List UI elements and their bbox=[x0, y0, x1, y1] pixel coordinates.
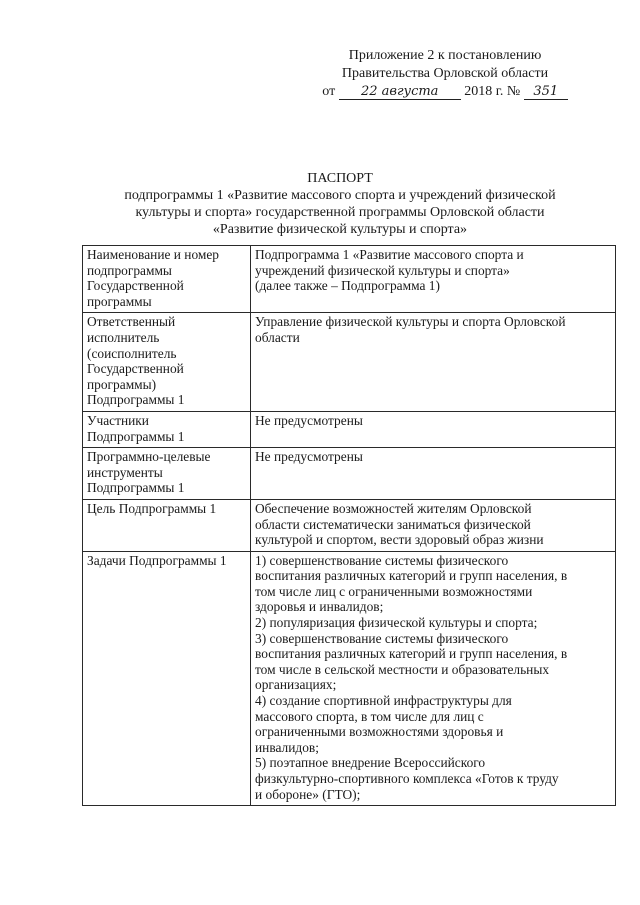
row-value-line: физкультурно-спортивного комплекса «Готов к труду bbox=[255, 771, 559, 786]
row-value-line: инвалидов; bbox=[255, 739, 319, 755]
row-label-line: (соисполнитель bbox=[87, 345, 177, 361]
table-row bbox=[83, 499, 616, 551]
row-value-line: том числе лиц с ограниченными возможностями bbox=[255, 583, 533, 599]
row-label-line: исполнитель bbox=[87, 329, 160, 345]
row-value-line: Не предусмотрены bbox=[255, 412, 363, 428]
appendix-date-line bbox=[300, 83, 590, 101]
row-value-line: культурой и спортом, вести здоровый образ жизни bbox=[255, 532, 544, 548]
row-label-line: Подпрограммы 1 bbox=[87, 392, 185, 408]
row-value-line: Не предусмотрены bbox=[255, 449, 363, 465]
title-line-2: культуры и спорта» государственной программы Орловской области bbox=[135, 205, 545, 220]
handwritten-number: 351 bbox=[524, 85, 568, 100]
row-value-line: 1) совершенствование системы физического bbox=[255, 552, 509, 568]
row-value-line: организациях; bbox=[255, 677, 337, 693]
appendix-header bbox=[300, 47, 590, 101]
row-label-cell bbox=[83, 313, 251, 412]
row-label-line: Ответственный bbox=[87, 314, 176, 330]
table-row bbox=[83, 246, 616, 313]
row-value-line: 2) популяризация физической культуры и спорта; bbox=[255, 615, 538, 631]
row-label-cell bbox=[83, 448, 251, 500]
row-label-line: подпрограммы bbox=[87, 262, 172, 278]
row-label-cell bbox=[83, 411, 251, 447]
handwritten-date: 22 августа bbox=[339, 85, 461, 100]
row-value-line: здоровья и инвалидов; bbox=[255, 599, 384, 615]
title-line-1: подпрограммы 1 «Развитие массового спорта и учреждений физической bbox=[124, 188, 556, 203]
row-value-line: 5) поэтапное внедрение Всероссийского bbox=[255, 755, 486, 771]
row-label-cell bbox=[83, 246, 251, 313]
row-value-cell bbox=[251, 411, 616, 447]
document-title bbox=[70, 170, 610, 238]
row-value-line: (далее также – Подпрограмма 1) bbox=[255, 278, 440, 294]
row-value-line: Подпрограмма 1 «Развитие массового спорта и bbox=[255, 247, 524, 262]
row-label-line: Государственной bbox=[87, 278, 184, 294]
table-row bbox=[83, 313, 616, 412]
table-row bbox=[83, 411, 616, 447]
title-heading: ПАСПОРТ bbox=[307, 171, 373, 186]
row-label-line: инструменты bbox=[87, 464, 163, 480]
row-value-cell bbox=[251, 448, 616, 500]
row-label-cell bbox=[83, 551, 251, 806]
page-bottom-margin bbox=[0, 860, 640, 905]
row-value-line: области bbox=[255, 329, 300, 345]
appendix-line-2: Правительства Орловской области bbox=[341, 66, 549, 81]
row-value-line: и обороне» (ГТО); bbox=[255, 786, 361, 802]
row-value-line: массового спорта, в том числе для лиц с bbox=[255, 708, 484, 724]
row-label-line: Подпрограммы 1 bbox=[87, 480, 185, 496]
row-label-line: Наименование и номер bbox=[87, 247, 220, 262]
row-value-line: области систематически заниматься физической bbox=[255, 516, 531, 532]
row-value-line: воспитания различных категорий и групп населения, в bbox=[255, 646, 568, 662]
row-value-cell bbox=[251, 551, 616, 806]
from-prefix: от bbox=[322, 84, 336, 99]
row-label-line: Подпрограммы 1 bbox=[87, 428, 185, 444]
table-row bbox=[83, 551, 616, 806]
row-value-cell bbox=[251, 499, 616, 551]
title-line-3: «Развитие физической культуры и спорта» bbox=[212, 222, 468, 237]
row-label-line: Задачи Подпрограммы 1 bbox=[87, 552, 227, 568]
row-value-line: 4) создание спортивной инфраструктуры для bbox=[255, 693, 512, 709]
row-label-cell bbox=[83, 499, 251, 551]
row-value-line: Обеспечение возможностей жителям Орловской bbox=[255, 500, 532, 516]
row-value-line: учреждений физической культуры и спорта» bbox=[255, 262, 510, 278]
row-label-line: Государственной bbox=[87, 361, 184, 377]
row-value-line: том числе в сельской местности и образовательных bbox=[255, 661, 550, 677]
row-value-line: воспитания различных категорий и групп населения, в bbox=[255, 568, 568, 584]
row-value-cell bbox=[251, 246, 616, 313]
row-label-line: Участники bbox=[87, 412, 149, 428]
row-label-line: Программно-целевые bbox=[87, 449, 211, 465]
row-label-line: Цель Подпрограммы 1 bbox=[87, 500, 217, 516]
row-label-line: программы bbox=[87, 293, 152, 309]
passport-table bbox=[82, 245, 616, 806]
row-value-cell bbox=[251, 313, 616, 412]
row-label-line: программы) bbox=[87, 376, 157, 392]
year-text: 2018 г. № bbox=[464, 84, 521, 99]
row-value-line: 3) совершенствование системы физического bbox=[255, 630, 509, 646]
row-value-line: ограниченными возможностями здоровья и bbox=[255, 724, 504, 740]
appendix-line-1: Приложение 2 к постановлению bbox=[348, 48, 542, 63]
table-row bbox=[83, 448, 616, 500]
row-value-line: Управление физической культуры и спорта Орловской bbox=[255, 314, 566, 330]
